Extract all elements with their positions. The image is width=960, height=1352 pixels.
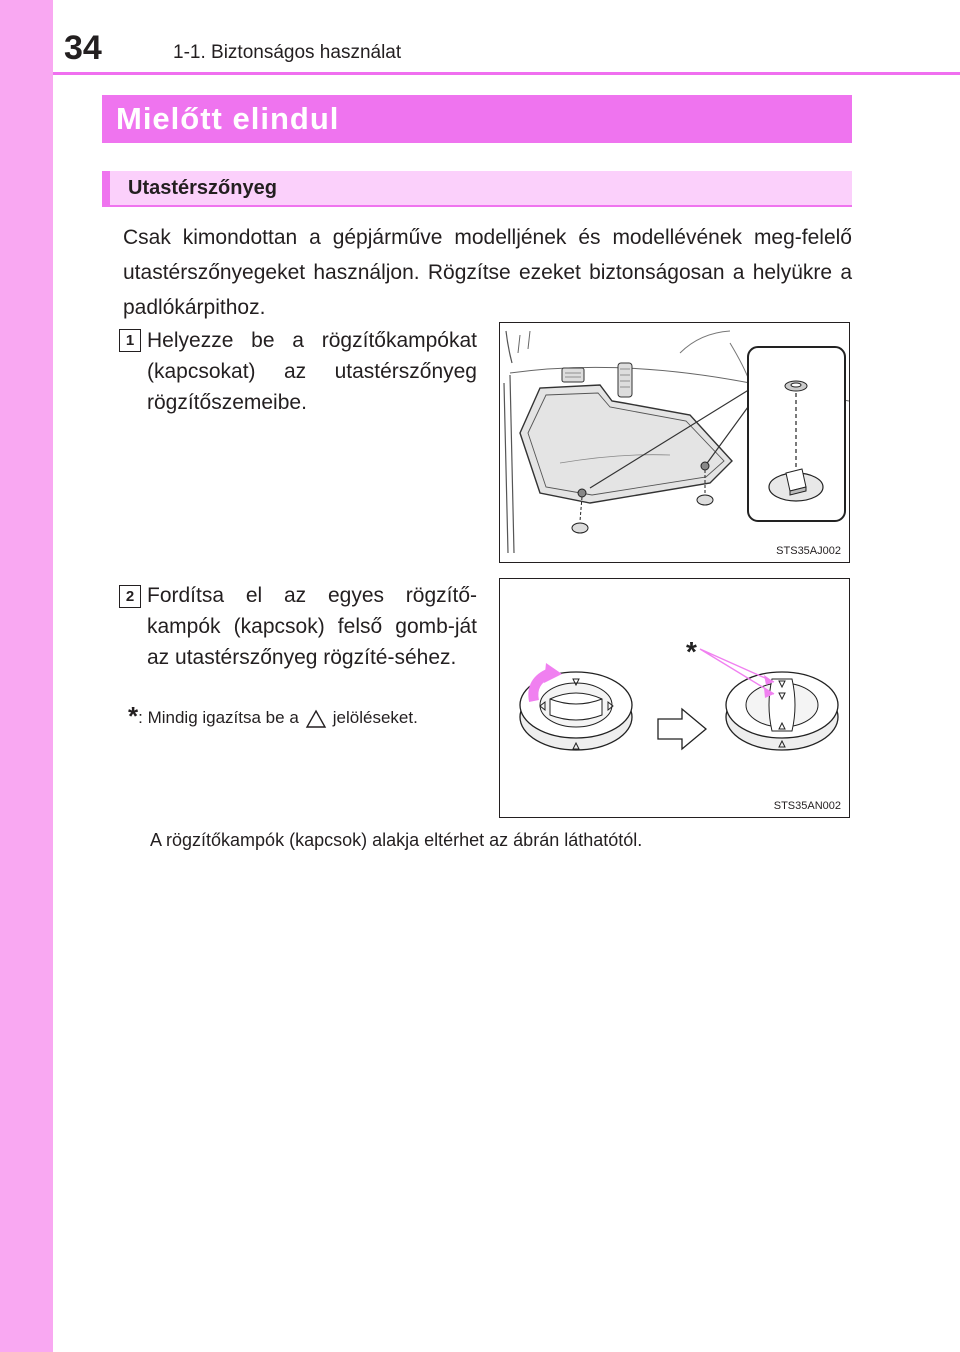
chapter-title: 1-1. Biztonságos használat: [173, 42, 402, 63]
step-1-number: 1: [119, 329, 141, 352]
figure-1-code: STS35AJ002: [776, 545, 841, 557]
page-number: 34: [64, 29, 102, 67]
step-2-number: 2: [119, 585, 141, 608]
floor-mat-illustration: [500, 323, 849, 562]
alignment-note: [128, 701, 418, 731]
note-asterisk: *: [128, 701, 139, 731]
subsection-header: [102, 171, 852, 207]
header-rule: [53, 72, 960, 75]
step-2-text: Fordítsa el az egyes rögzítő-kampók (kapcsok) felső gomb-ját az utastérszőnyeg rögzíté-séhez.: [147, 584, 477, 669]
intro-paragraph: Csak kimondottan a gépjárműve modelljének és modellévének meg-felelő utastérszőnyegeket használjon. Rögzítse ezeket biztonságosan a helyükre a padlókárpithoz.: [123, 226, 852, 319]
side-color-band: [0, 0, 53, 1352]
note-text-start: : Mindig igazítsa be a: [138, 708, 299, 727]
figure-rotate-knob: [499, 578, 850, 818]
triangle-mark-icon: [305, 709, 327, 729]
subsection-title: Utastérszőnyeg: [128, 177, 277, 199]
step-1-text: Helyezze be a rögzítőkampókat (kapcsokat) az utastérszőnyeg rögzítőszemeibe.: [147, 329, 477, 414]
subsection-marker: [102, 171, 110, 205]
shape-disclaimer: A rögzítőkampók (kapcsok) alakja eltérhet az ábrán láthatótól.: [150, 830, 643, 850]
note-text-end: jelöléseket.: [332, 708, 418, 727]
figure-floor-mat-hooks: [499, 322, 850, 563]
figure-2-asterisk: *: [686, 636, 697, 667]
section-title: Mielőtt elindul: [102, 95, 852, 143]
figure-2-code: STS35AN002: [773, 800, 841, 812]
knob-rotation-illustration: [500, 579, 849, 817]
